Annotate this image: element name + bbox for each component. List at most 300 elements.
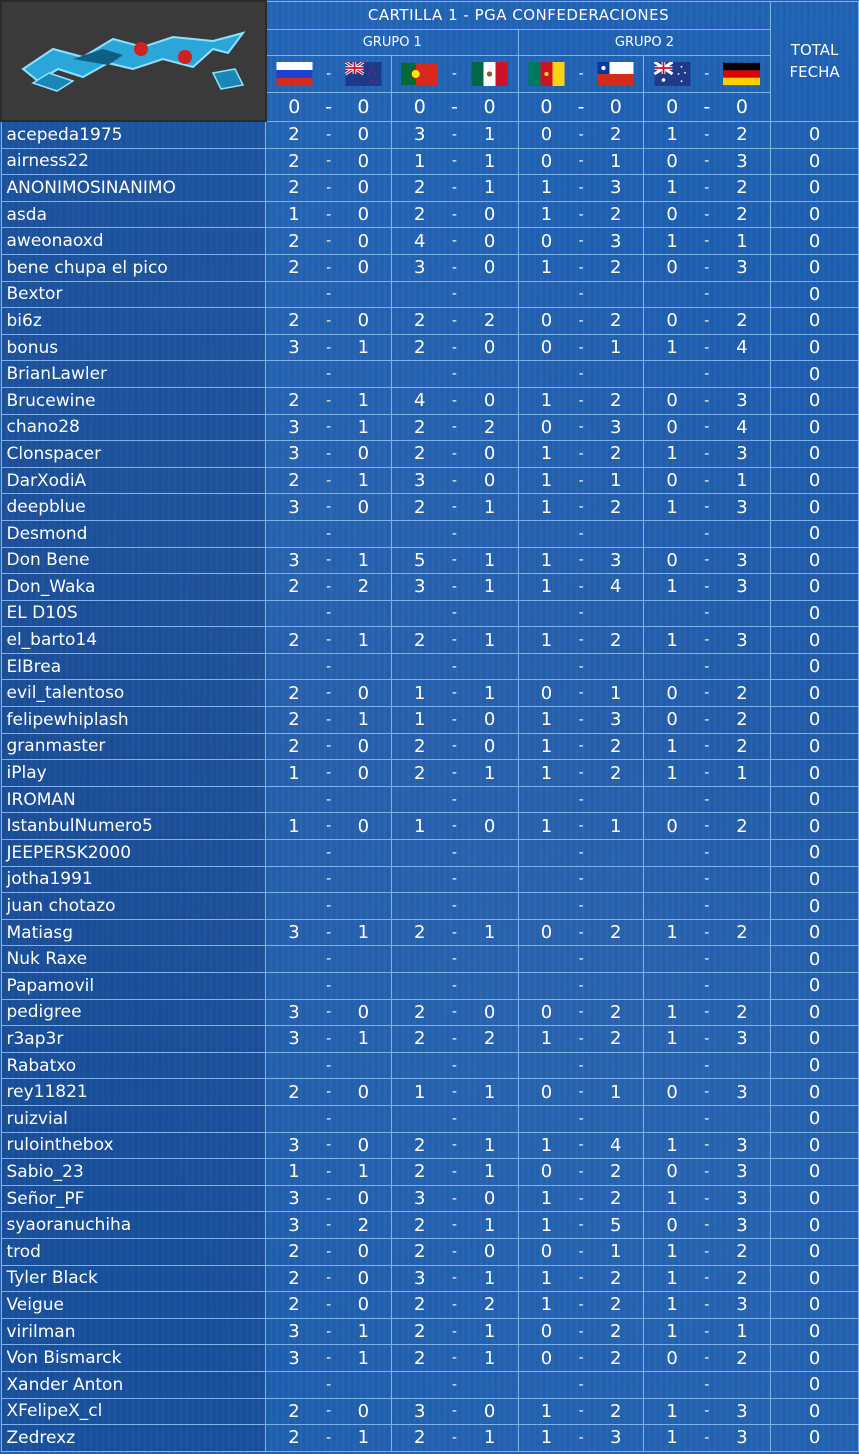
pick-home-score: 1 — [644, 1026, 700, 1053]
player-total: 0 — [771, 228, 859, 255]
pick-away-score: 1 — [461, 760, 518, 787]
pick-home-score: 2 — [392, 1292, 448, 1319]
player-name: ruizvial — [1, 1105, 266, 1132]
player-name: acepeda1975 — [1, 121, 266, 148]
match-3-result-dash: - — [574, 93, 588, 121]
pick-home-score: 1 — [518, 1425, 574, 1452]
pick-home-score: 1 — [392, 707, 448, 734]
pick-dash: - — [574, 201, 588, 228]
table-row — [1, 1318, 859, 1345]
pick-away-score: 2 — [714, 919, 771, 946]
pick-away-score: 2 — [588, 1318, 644, 1345]
pick-dash: - — [574, 1212, 588, 1239]
pick-home-score — [392, 1052, 448, 1079]
player-name: asda — [1, 201, 266, 228]
pick-home-score — [518, 361, 574, 388]
pick-away-score — [336, 1371, 392, 1398]
pick-dash: - — [447, 1398, 461, 1425]
player-name: Matiasg — [1, 919, 266, 946]
player-total: 0 — [771, 1265, 859, 1292]
pick-away-score: 3 — [588, 707, 644, 734]
pick-away-score: 2 — [336, 574, 392, 601]
pick-dash: - — [322, 733, 336, 760]
pick-away-score: 0 — [336, 1185, 392, 1212]
pick-home-score — [266, 946, 322, 973]
pick-dash: - — [447, 840, 461, 867]
pick-away-score — [336, 653, 392, 680]
group-1-header: GRUPO 1 — [266, 29, 518, 55]
pick-away-score — [336, 1052, 392, 1079]
pick-home-score: 3 — [392, 1398, 448, 1425]
pick-away-score — [461, 1052, 518, 1079]
pick-away-score: 1 — [336, 627, 392, 654]
pick-dash: - — [322, 1371, 336, 1398]
pick-home-score — [518, 600, 574, 627]
pick-home-score: 1 — [518, 1398, 574, 1425]
pick-dash: - — [447, 148, 461, 175]
pick-home-score — [266, 281, 322, 308]
pick-home-score: 0 — [518, 228, 574, 255]
pick-home-score: 1 — [392, 148, 448, 175]
pick-dash: - — [700, 866, 714, 893]
pick-home-score: 1 — [392, 813, 448, 840]
pick-dash: - — [574, 547, 588, 574]
pick-home-score: 2 — [266, 1292, 322, 1319]
pick-home-score — [266, 866, 322, 893]
pick-away-score: 2 — [588, 627, 644, 654]
player-total: 0 — [771, 1318, 859, 1345]
pick-dash: - — [447, 760, 461, 787]
pick-dash: - — [700, 946, 714, 973]
table-row — [1, 201, 859, 228]
pick-home-score: 1 — [644, 1398, 700, 1425]
pick-away-score: 4 — [588, 574, 644, 601]
pick-away-score: 2 — [588, 441, 644, 468]
pick-dash: - — [574, 308, 588, 335]
pick-dash: - — [322, 1238, 336, 1265]
pick-dash: - — [322, 1212, 336, 1239]
pick-home-score: 1 — [518, 467, 574, 494]
pick-home-score — [266, 1371, 322, 1398]
pick-home-score: 1 — [266, 1159, 322, 1186]
pick-home-score: 2 — [392, 414, 448, 441]
pick-dash: - — [447, 627, 461, 654]
pick-home-score: 3 — [266, 1185, 322, 1212]
player-total: 0 — [771, 201, 859, 228]
table-row — [1, 1105, 859, 1132]
player-name: bonus — [1, 334, 266, 361]
table-row — [1, 1371, 859, 1398]
pick-home-score: 2 — [392, 627, 448, 654]
table-row — [1, 1238, 859, 1265]
pick-home-score: 0 — [518, 680, 574, 707]
pick-away-score: 0 — [336, 254, 392, 281]
pick-home-score — [266, 786, 322, 813]
pick-away-score: 1 — [588, 467, 644, 494]
pick-home-score — [266, 1052, 322, 1079]
pick-dash: - — [574, 627, 588, 654]
pick-home-score: 2 — [266, 1079, 322, 1106]
pick-away-score — [714, 1371, 771, 1398]
pick-home-score: 0 — [518, 1238, 574, 1265]
pick-dash: - — [447, 999, 461, 1026]
pick-dash: - — [700, 1238, 714, 1265]
pick-dash: - — [700, 547, 714, 574]
pick-away-score: 0 — [461, 999, 518, 1026]
pick-away-score: 2 — [588, 201, 644, 228]
pick-away-score — [588, 1371, 644, 1398]
pick-home-score: 4 — [392, 228, 448, 255]
player-name: Brucewine — [1, 387, 266, 414]
table-row — [1, 361, 859, 388]
pick-dash: - — [574, 1159, 588, 1186]
pick-home-score: 1 — [644, 121, 700, 148]
player-total: 0 — [771, 733, 859, 760]
pick-away-score: 0 — [336, 121, 392, 148]
pick-home-score: 1 — [518, 1026, 574, 1053]
player-total: 0 — [771, 813, 859, 840]
pick-away-score — [461, 600, 518, 627]
pick-home-score: 1 — [644, 1265, 700, 1292]
table-row — [1, 281, 859, 308]
player-total: 0 — [771, 707, 859, 734]
pick-dash: - — [700, 175, 714, 202]
mexico-flag-icon — [471, 62, 508, 86]
pick-home-score: 0 — [644, 148, 700, 175]
match-2-separator: - — [447, 56, 461, 93]
pick-away-score — [461, 786, 518, 813]
total-header — [771, 1, 859, 121]
pick-away-score — [461, 361, 518, 388]
pick-away-score: 2 — [714, 1345, 771, 1372]
pick-home-score: 1 — [644, 760, 700, 787]
pick-away-score — [336, 893, 392, 920]
pick-home-score: 5 — [392, 547, 448, 574]
pick-away-score: 1 — [461, 1079, 518, 1106]
pick-dash: - — [322, 334, 336, 361]
pick-away-score — [336, 786, 392, 813]
match-4-home-flag-cell — [644, 56, 700, 93]
pick-dash: - — [322, 973, 336, 1000]
pick-away-score: 0 — [336, 1265, 392, 1292]
pick-dash: - — [447, 254, 461, 281]
pick-home-score: 1 — [518, 387, 574, 414]
pick-away-score — [461, 653, 518, 680]
pick-away-score: 3 — [714, 547, 771, 574]
pick-home-score — [266, 520, 322, 547]
player-name: Von Bismarck — [1, 1345, 266, 1372]
pick-dash: - — [700, 121, 714, 148]
player-total: 0 — [771, 600, 859, 627]
pick-away-score: 0 — [336, 1398, 392, 1425]
player-total: 0 — [771, 1132, 859, 1159]
pick-home-score: 0 — [518, 121, 574, 148]
pick-dash: - — [322, 946, 336, 973]
pick-dash: - — [322, 893, 336, 920]
pick-away-score: 2 — [588, 254, 644, 281]
pick-home-score — [644, 786, 700, 813]
pick-dash: - — [447, 361, 461, 388]
pick-home-score: 2 — [392, 1159, 448, 1186]
pick-home-score — [644, 973, 700, 1000]
pick-away-score: 1 — [336, 1425, 392, 1452]
pick-dash: - — [322, 201, 336, 228]
player-name: syaoranuchiha — [1, 1212, 266, 1239]
pick-away-score — [714, 866, 771, 893]
pick-dash: - — [574, 441, 588, 468]
pick-dash: - — [700, 467, 714, 494]
pick-dash: - — [700, 1105, 714, 1132]
pick-away-score: 2 — [588, 1265, 644, 1292]
table-row — [1, 1079, 859, 1106]
pick-dash: - — [700, 1026, 714, 1053]
pick-home-score — [518, 1371, 574, 1398]
pick-away-score: 2 — [714, 201, 771, 228]
player-name: Rabatxo — [1, 1052, 266, 1079]
pick-dash: - — [700, 840, 714, 867]
player-name: Don_Waka — [1, 574, 266, 601]
pick-dash: - — [574, 175, 588, 202]
pick-home-score: 3 — [266, 1318, 322, 1345]
pick-away-score: 0 — [461, 813, 518, 840]
pick-home-score — [266, 973, 322, 1000]
pick-home-score: 2 — [266, 175, 322, 202]
pick-away-score — [461, 973, 518, 1000]
pick-dash: - — [322, 840, 336, 867]
pick-away-score — [336, 361, 392, 388]
pick-dash: - — [447, 680, 461, 707]
player-total: 0 — [771, 1105, 859, 1132]
pick-away-score: 2 — [714, 1265, 771, 1292]
pick-away-score: 1 — [336, 919, 392, 946]
table-row — [1, 494, 859, 521]
pick-home-score: 1 — [518, 441, 574, 468]
pick-home-score: 1 — [644, 1318, 700, 1345]
pick-home-score — [518, 1105, 574, 1132]
pick-dash: - — [574, 1265, 588, 1292]
pick-away-score: 1 — [588, 148, 644, 175]
player-name: Veigue — [1, 1292, 266, 1319]
pick-home-score: 2 — [392, 494, 448, 521]
pick-home-score — [266, 361, 322, 388]
pick-home-score: 2 — [266, 1265, 322, 1292]
player-name: IstanbulNumero5 — [1, 813, 266, 840]
pick-dash: - — [322, 1398, 336, 1425]
pick-home-score: 1 — [644, 1238, 700, 1265]
player-total: 0 — [771, 334, 859, 361]
pick-away-score: 0 — [461, 707, 518, 734]
australia-flag-icon — [654, 62, 691, 86]
pick-away-score: 0 — [336, 201, 392, 228]
table-row — [1, 334, 859, 361]
pick-home-score — [392, 653, 448, 680]
pick-away-score — [461, 520, 518, 547]
pick-dash: - — [322, 760, 336, 787]
pick-away-score: 3 — [714, 574, 771, 601]
pick-dash: - — [574, 1398, 588, 1425]
pick-away-score: 1 — [461, 1132, 518, 1159]
pick-dash: - — [574, 946, 588, 973]
pick-dash: - — [700, 414, 714, 441]
pick-away-score: 0 — [461, 228, 518, 255]
pick-home-score — [392, 520, 448, 547]
player-total: 0 — [771, 520, 859, 547]
pick-home-score: 2 — [392, 1026, 448, 1053]
pick-away-score — [588, 786, 644, 813]
pick-home-score: 0 — [644, 1345, 700, 1372]
pick-away-score: 0 — [461, 1185, 518, 1212]
pick-dash: - — [447, 1105, 461, 1132]
pick-away-score: 3 — [714, 1026, 771, 1053]
table-row — [1, 441, 859, 468]
pick-away-score: 1 — [461, 574, 518, 601]
pick-away-score — [588, 946, 644, 973]
pick-home-score: 0 — [644, 1212, 700, 1239]
match-3-separator: - — [574, 56, 588, 93]
pick-dash: - — [447, 866, 461, 893]
table-row — [1, 414, 859, 441]
pick-dash: - — [700, 973, 714, 1000]
match-4-result-dash: - — [700, 93, 714, 121]
player-name: Bextor — [1, 281, 266, 308]
player-name: Xander Anton — [1, 1371, 266, 1398]
pick-dash: - — [574, 919, 588, 946]
sheet-title: CARTILLA 1 - PGA CONFEDERACIONES — [266, 1, 771, 29]
pick-home-score: 0 — [518, 919, 574, 946]
pick-away-score: 2 — [714, 707, 771, 734]
pick-dash: - — [574, 148, 588, 175]
pick-away-score: 2 — [588, 733, 644, 760]
player-name: chano28 — [1, 414, 266, 441]
pick-away-score: 2 — [588, 308, 644, 335]
pick-home-score: 1 — [518, 494, 574, 521]
pick-dash: - — [447, 1132, 461, 1159]
pick-away-score — [588, 866, 644, 893]
pick-dash: - — [322, 1318, 336, 1345]
player-total: 0 — [771, 361, 859, 388]
pick-dash: - — [574, 1052, 588, 1079]
match-3-away-flag-cell — [588, 56, 644, 93]
pick-away-score — [588, 973, 644, 1000]
pick-dash: - — [700, 334, 714, 361]
pick-home-score — [392, 866, 448, 893]
pick-away-score: 1 — [461, 148, 518, 175]
pick-home-score — [518, 281, 574, 308]
pick-dash: - — [447, 1185, 461, 1212]
pick-home-score: 0 — [518, 334, 574, 361]
match-1-home-flag-cell — [266, 56, 322, 93]
player-name: bene chupa el pico — [1, 254, 266, 281]
pick-home-score: 2 — [392, 1212, 448, 1239]
pick-dash: - — [447, 946, 461, 973]
player-name: r3ap3r — [1, 1026, 266, 1053]
pick-home-score — [518, 840, 574, 867]
pick-away-score — [714, 973, 771, 1000]
player-total: 0 — [771, 1292, 859, 1319]
table-row — [1, 999, 859, 1026]
pick-home-score: 1 — [266, 813, 322, 840]
pick-dash: - — [322, 148, 336, 175]
player-name: jotha1991 — [1, 866, 266, 893]
pick-away-score: 2 — [714, 813, 771, 840]
table-row — [1, 228, 859, 255]
pick-away-score: 0 — [336, 760, 392, 787]
pick-home-score: 1 — [644, 1185, 700, 1212]
pick-dash: - — [322, 680, 336, 707]
pick-home-score: 0 — [644, 201, 700, 228]
pick-dash: - — [700, 919, 714, 946]
player-name: Desmond — [1, 520, 266, 547]
pick-home-score — [518, 973, 574, 1000]
pick-dash: - — [322, 441, 336, 468]
pick-away-score: 3 — [714, 494, 771, 521]
player-total: 0 — [771, 467, 859, 494]
pick-away-score — [588, 653, 644, 680]
pick-away-score — [714, 1105, 771, 1132]
pick-dash: - — [700, 813, 714, 840]
pick-home-score: 1 — [518, 760, 574, 787]
pick-away-score: 2 — [588, 387, 644, 414]
pick-away-score: 1 — [588, 680, 644, 707]
pick-dash: - — [447, 653, 461, 680]
pick-dash: - — [322, 228, 336, 255]
player-total: 0 — [771, 893, 859, 920]
pick-away-score — [588, 281, 644, 308]
player-total: 0 — [771, 574, 859, 601]
pick-home-score: 2 — [266, 707, 322, 734]
table-row — [1, 387, 859, 414]
pick-away-score: 2 — [714, 121, 771, 148]
player-name: evil_talentoso — [1, 680, 266, 707]
pick-dash: - — [574, 361, 588, 388]
pick-home-score — [392, 893, 448, 920]
pick-away-score: 1 — [336, 707, 392, 734]
pick-dash: - — [574, 574, 588, 601]
pick-dash: - — [447, 1318, 461, 1345]
pick-dash: - — [574, 1318, 588, 1345]
table-row — [1, 653, 859, 680]
pick-dash: - — [574, 1105, 588, 1132]
pick-home-score: 1 — [518, 1292, 574, 1319]
pick-dash: - — [322, 254, 336, 281]
pick-away-score: 1 — [588, 1238, 644, 1265]
player-name: juan chotazo — [1, 893, 266, 920]
pick-home-score: 0 — [518, 414, 574, 441]
pick-dash: - — [574, 1292, 588, 1319]
pick-dash: - — [447, 1212, 461, 1239]
pick-home-score: 3 — [392, 254, 448, 281]
pick-home-score: 0 — [644, 680, 700, 707]
table-row — [1, 574, 859, 601]
table-row — [1, 627, 859, 654]
pick-away-score: 2 — [588, 999, 644, 1026]
pick-dash: - — [447, 919, 461, 946]
pick-away-score — [461, 866, 518, 893]
pick-dash: - — [447, 308, 461, 335]
pick-home-score: 1 — [644, 627, 700, 654]
pick-dash: - — [700, 653, 714, 680]
pick-away-score: 1 — [461, 547, 518, 574]
table-row — [1, 600, 859, 627]
pick-dash: - — [447, 600, 461, 627]
pick-home-score: 3 — [392, 1185, 448, 1212]
pick-dash: - — [322, 813, 336, 840]
pick-away-score: 0 — [461, 1238, 518, 1265]
player-total: 0 — [771, 946, 859, 973]
table-row — [1, 680, 859, 707]
pick-dash: - — [700, 1159, 714, 1186]
player-total: 0 — [771, 281, 859, 308]
